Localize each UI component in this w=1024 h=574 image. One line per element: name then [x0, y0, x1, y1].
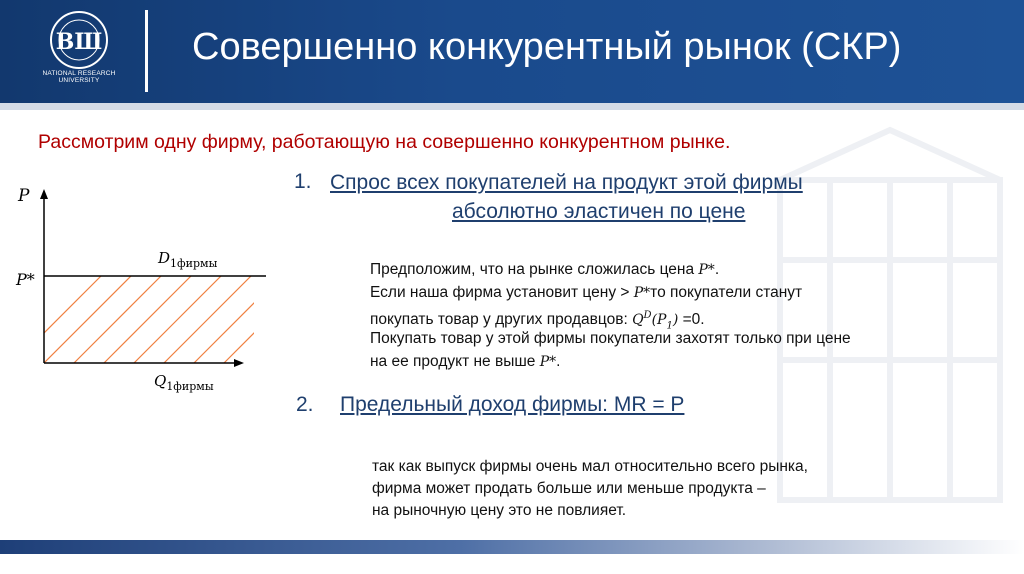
y-axis-label: P — [18, 186, 30, 206]
explanation-line3: покупать товар у других продавцов: $Q^D(P_1) =0$. — [370, 310, 705, 332]
point1-line1: Спрос всех покупателей на продукт этой фирмы — [330, 171, 803, 194]
note-line1: так как выпуск фирмы очень мал относительно всего рынка, — [372, 458, 808, 475]
x-axis-label: $Q_{1фирмы}$ — [154, 372, 214, 393]
intro-text: Рассмотрим одну фирму, работающую на совершенно конкурентном рынке. — [38, 131, 731, 153]
logo-caption — [24, 70, 134, 84]
explanation-line4: Покупать товар у этой фирмы покупатели захотят только при цене — [370, 330, 851, 347]
explanation-line1: Предположим, что на рынке сложилась цена P*. — [370, 261, 720, 278]
y-axis-arrow — [40, 189, 48, 199]
demand-label: $D_{1фирмы}$ — [158, 249, 218, 270]
explanation-line2: Если наша фирма установит цену > P*то покупатели станут — [370, 284, 803, 301]
explanation-line5: на ее продукт не выше P*. — [370, 353, 561, 370]
x-axis-arrow — [234, 359, 244, 367]
slide-header — [0, 0, 1024, 103]
price-label: P* — [16, 270, 35, 289]
point2-text: Предельный доход фирмы: MR = P — [340, 393, 685, 416]
logo-caption-line1: NATIONAL RESEARCH — [42, 70, 116, 77]
demand-graph — [10, 175, 290, 405]
header-bottom-strip — [0, 103, 1024, 110]
note-line2: фирма может продать больше или меньше продукта – — [372, 480, 766, 497]
logo-caption-line2: UNIVERSITY — [58, 77, 100, 84]
university-logo-icon — [24, 6, 134, 98]
point1-line2: абсолютно эластичен по цене — [452, 200, 746, 223]
point2-number: 2. — [296, 393, 314, 416]
header-divider — [145, 10, 148, 92]
slide-title: Совершенно конкурентный рынок (СКР) — [192, 26, 902, 68]
hatched-area — [14, 276, 290, 363]
bottom-gradient-bar — [0, 540, 1024, 554]
point1-number: 1. — [294, 170, 312, 193]
logo-letters: ВШ — [55, 29, 103, 55]
note-line3: на рыночную цену это не повлияет. — [372, 502, 627, 519]
